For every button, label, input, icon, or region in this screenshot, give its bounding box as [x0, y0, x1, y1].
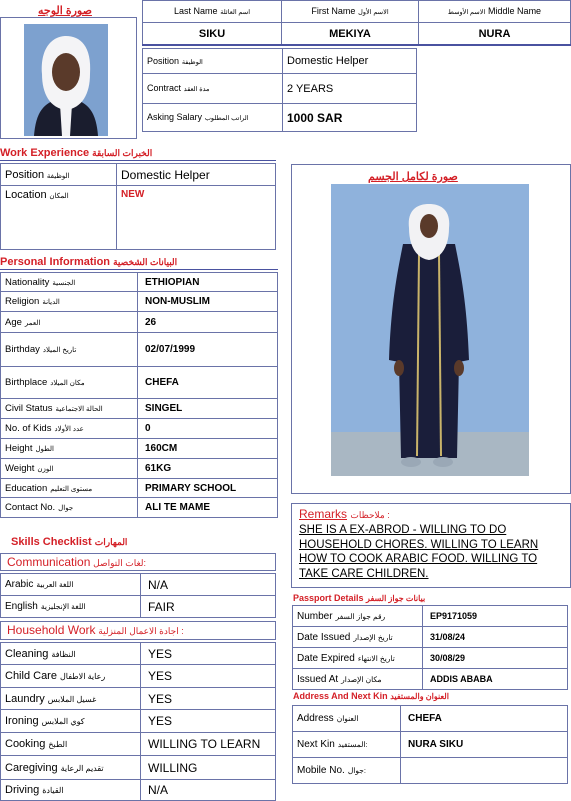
address-row [293, 732, 568, 758]
address-row-value: NURA SIKU [401, 732, 568, 758]
skill-row [1, 756, 276, 780]
address-table [292, 705, 568, 784]
personal-row [1, 312, 278, 333]
personal-row [1, 419, 278, 439]
position-value: Domestic Helper [283, 49, 417, 74]
personal-row-value: 26 [138, 312, 278, 333]
skill-row-label: Child Care رعاية الاطفال [1, 665, 141, 688]
last-name-header: Last Name اسم العائلة [143, 1, 282, 23]
passport-row-value: 30/08/29 [423, 648, 568, 669]
full-body-photo [331, 184, 529, 476]
passport-row-label: Issued At مكان الإصدار [293, 669, 423, 690]
contract-value: 2 YEARS [283, 74, 417, 104]
personal-divider [0, 269, 278, 270]
personal-row [1, 333, 278, 367]
household-header: Household Work اجادة الاعمال المنزلية : [0, 621, 276, 640]
personal-row-value: SINGEL [138, 399, 278, 419]
personal-row-label: Nationality الجنسية [1, 273, 138, 292]
language-row-value: N/A [141, 574, 276, 596]
last-name-value: SIKU [143, 23, 282, 45]
personal-row [1, 273, 278, 292]
passport-row-value: EP9171059 [423, 606, 568, 627]
address-row-value [401, 758, 568, 784]
address-row [293, 706, 568, 732]
address-row-label: Address العنوان [293, 706, 401, 732]
passport-row-value: 31/08/24 [423, 627, 568, 648]
address-row-label: Next Kin المستفيد: [293, 732, 401, 758]
personal-row-label: Height الطول [1, 439, 138, 459]
personal-row [1, 479, 278, 498]
first-name-value: MEKIYA [282, 23, 419, 45]
personal-row [1, 367, 278, 399]
language-row-value: FAIR [141, 596, 276, 618]
personal-info-table [0, 272, 278, 518]
middle-name-value: NURA [419, 23, 571, 45]
skill-row [1, 733, 276, 756]
skill-row [1, 643, 276, 665]
passport-row-value: ADDIS ABABA [423, 669, 568, 690]
communication-header: Communication لغات التواصل: [0, 553, 276, 571]
personal-row-value: NON-MUSLIM [138, 292, 278, 312]
personal-row-value: 0 [138, 419, 278, 439]
remarks-text: SHE IS A EX-ABROD - WILLING TO DO HOUSEHOLD CHORES. WILLING TO LEARN HOW TO COOK ARABIC FOOD. WILLING TO TAKE CARE CHILDREN. [299, 524, 539, 580]
work-divider [0, 160, 276, 161]
personal-row-label: No. of Kids عدد الأولاد [1, 419, 138, 439]
skill-row-value: YES [141, 665, 276, 688]
skill-row-value: N/A [141, 780, 276, 801]
face-photo-label: صورة الوجه [38, 5, 92, 17]
personal-row-label: Birthplace مكان الميلاد [1, 367, 138, 399]
skill-row-value: YES [141, 688, 276, 710]
salary-value: 1000 SAR [283, 104, 417, 132]
personal-row-value: 160CM [138, 439, 278, 459]
language-row [1, 596, 276, 618]
full-photo-label: صورة لكامل الجسم [368, 171, 458, 183]
passport-row [293, 669, 568, 690]
first-name-header: First Name الاسم الأول [282, 1, 419, 23]
communication-table [0, 573, 276, 618]
skill-row-label: Cleaning النظافة [1, 643, 141, 665]
passport-row-label: Date Issued تاريخ الإصدار [293, 627, 423, 648]
personal-row [1, 498, 278, 518]
skill-row-label: Driving القيادة [1, 780, 141, 801]
work-location-value: NEW [117, 186, 276, 250]
skill-row-value: YES [141, 643, 276, 665]
name-table [142, 0, 571, 45]
skill-row-label: Laundry غسيل الملابس [1, 688, 141, 710]
personal-row [1, 292, 278, 312]
skill-row-label: Cooking الطبخ [1, 733, 141, 756]
skill-row [1, 780, 276, 801]
skill-row [1, 688, 276, 710]
address-row [293, 758, 568, 784]
address-title: Address And Next Kin العنوان والمستفيد [293, 691, 449, 701]
contract-label: Contract مدة العقد [143, 74, 283, 104]
personal-row-value: 02/07/1999 [138, 333, 278, 367]
personal-row-label: Weight الوزن [1, 459, 138, 479]
language-row-label: Arabic اللغة العربية [1, 574, 141, 596]
personal-row [1, 399, 278, 419]
skills-title: Skills Checklist المهارات [11, 536, 128, 548]
header-divider [142, 44, 571, 46]
skill-row-label: Caregiving تقديم الرعاية [1, 756, 141, 780]
work-position-label: Position الوظيفة [1, 164, 117, 186]
passport-table [292, 605, 568, 690]
personal-row-value: PRIMARY SCHOOL [138, 479, 278, 498]
personal-row-value: ALI TE MAME [138, 498, 278, 518]
personal-row-label: Religion الديانة [1, 292, 138, 312]
address-row-value: CHEFA [401, 706, 568, 732]
personal-info-title: Personal Information البيانات الشخصية [0, 256, 178, 268]
work-experience-title: Work Experience الخبرات السابقة [0, 147, 153, 159]
personal-row-label: Civil Status الحالة الاجتماعية [1, 399, 138, 419]
language-row [1, 574, 276, 596]
passport-row-label: Date Expired تاريخ الانتهاء [293, 648, 423, 669]
position-label: Position الوظيفة [143, 49, 283, 74]
job-table [142, 48, 417, 132]
passport-row [293, 606, 568, 627]
personal-row [1, 459, 278, 479]
skill-row-label: Ironing كوي الملابس [1, 710, 141, 733]
personal-row-value: CHEFA [138, 367, 278, 399]
personal-row-value: 61KG [138, 459, 278, 479]
passport-row-label: Number رقم جواز السفر [293, 606, 423, 627]
skill-row-value: WILLING [141, 756, 276, 780]
passport-row [293, 648, 568, 669]
passport-row [293, 627, 568, 648]
household-work-table [0, 642, 276, 801]
personal-row-label: Education مستوى التعليم [1, 479, 138, 498]
salary-label: Asking Salary الراتب المطلوب [143, 104, 283, 132]
skill-row-value: WILLING TO LEARN [141, 733, 276, 756]
face-photo [24, 24, 108, 136]
remarks-label: Remarks ملاحظات : [299, 507, 390, 521]
personal-row-label: Age العمر [1, 312, 138, 333]
personal-row-label: Birthday تاريخ الميلاد [1, 333, 138, 367]
personal-row-label: Contact No. جوال [1, 498, 138, 518]
work-table [0, 163, 276, 250]
skill-row [1, 710, 276, 733]
skill-row-value: YES [141, 710, 276, 733]
work-position-value: Domestic Helper [117, 164, 276, 186]
middle-name-header: الاسم الأوسط Middle Name [419, 1, 571, 23]
skill-row [1, 665, 276, 688]
personal-row [1, 439, 278, 459]
passport-title: Passport Details بيانات جواز السفر [293, 593, 426, 603]
address-row-label: Mobile No. جوال: [293, 758, 401, 784]
personal-row-value: ETHIOPIAN [138, 273, 278, 292]
language-row-label: English اللغة الإنجليزية [1, 596, 141, 618]
work-location-label: Location المكان [1, 186, 117, 250]
